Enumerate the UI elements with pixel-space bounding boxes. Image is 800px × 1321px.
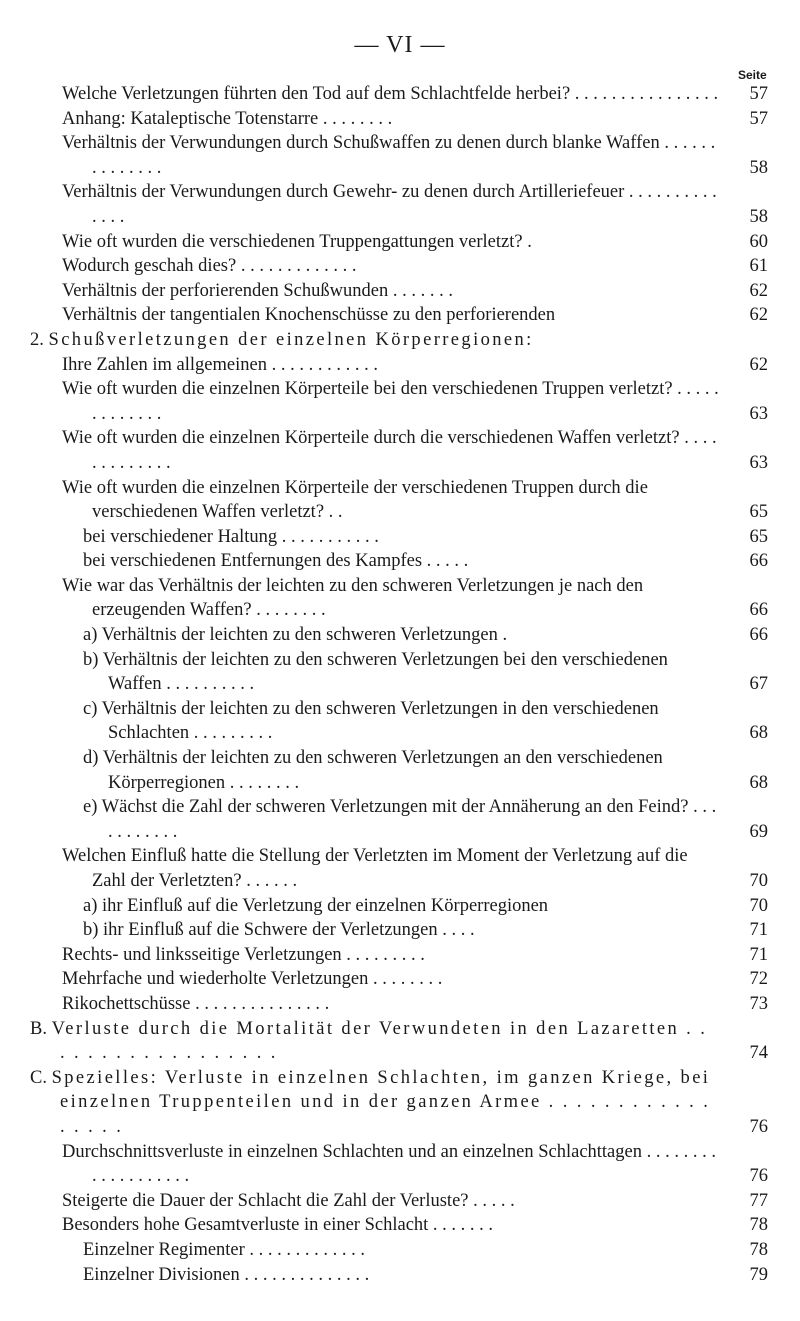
toc-entry-title — [83, 795, 720, 844]
toc-entry-text: Besonders hohe Gesamtverluste in einer Schlacht . . . . . . . — [62, 1215, 494, 1236]
toc-entry-title — [62, 377, 720, 426]
page-header: — VI — — [354, 32, 446, 58]
toc-entry-title — [30, 1066, 720, 1140]
toc-entry — [0, 1189, 800, 1214]
toc-entry-page-number: 67 — [749, 674, 768, 695]
toc-entry-text: Verhältnis der tangentialen Knochenschüsse zu den perforierenden — [62, 305, 556, 326]
toc-entry-page-number: 66 — [749, 551, 768, 572]
toc-entry-page-number: 70 — [749, 871, 768, 891]
toc-entry-title — [62, 82, 720, 107]
toc-entry — [0, 1213, 800, 1238]
toc-entry-text: Verluste durch die Mortalität der Verwundeten in den Lazaretten . . . . . . . . . . . . . . . . . . — [51, 1018, 708, 1064]
toc-entry-page-number: 71 — [749, 920, 768, 941]
toc-entry-page-number: 76 — [749, 1116, 768, 1137]
toc-entry-text: Schußverletzungen der einzelnen Körperregionen: — [48, 329, 534, 350]
toc-entry-title — [62, 180, 720, 229]
toc-entry-page-number: 78 — [749, 1239, 768, 1260]
toc-entry — [0, 992, 800, 1017]
toc-entry — [0, 574, 800, 623]
toc-entry-text: d) Verhältnis der leichten zu den schweren Verletzungen an den verschiedenen Körperregionen . . . . . . . . — [83, 748, 663, 793]
toc-entry — [0, 844, 800, 893]
toc-entry-text: Wie oft wurden die einzelnen Körperteile durch die verschiedenen Waffen verletzt? . . . . . . . . . . . . . — [62, 428, 717, 473]
toc-entry — [0, 476, 800, 525]
toc-entry-title — [62, 1213, 720, 1238]
toc-entry-page-number: 72 — [749, 969, 768, 990]
toc-entry — [0, 648, 800, 697]
toc-entry-title — [62, 254, 720, 279]
table-of-contents — [0, 82, 800, 1287]
toc-entry — [0, 254, 800, 279]
toc-entry-page-number: 60 — [749, 231, 768, 252]
toc-entry-text: Ihre Zahlen im allgemeinen . . . . . . . . . . . . — [62, 354, 378, 375]
toc-entry — [0, 180, 800, 229]
toc-entry-text: Anhang: Kataleptische Totenstarre . . . . . . . . — [62, 108, 393, 129]
toc-entry-page-number: 70 — [749, 895, 768, 916]
toc-entry-text: Wodurch geschah dies? . . . . . . . . . . . . . — [62, 256, 357, 277]
toc-entry — [0, 230, 800, 255]
toc-entry-text: a) ihr Einfluß auf die Verletzung der einzelnen Körperregionen — [83, 895, 549, 916]
toc-entry — [0, 82, 800, 107]
toc-entry-text: a) Verhältnis der leichten zu den schweren Verletzungen . — [83, 625, 508, 646]
toc-entry-number: B. — [30, 1018, 52, 1039]
toc-entry-text: bei verschiedenen Entfernungen des Kampfes . . . . . — [83, 551, 469, 572]
toc-entry-page-number: 57 — [749, 84, 768, 104]
toc-entry-page-number: 62 — [749, 354, 768, 375]
toc-entry — [0, 918, 800, 943]
toc-entry-number: 2. — [30, 329, 49, 350]
toc-entry-text: Wie oft wurden die einzelnen Körperteile bei den verschiedenen Truppen verletzt? . . . . . . . . . . . . . — [62, 379, 719, 424]
toc-entry-text: Verhältnis der Verwundungen durch Schußwaffen zu denen durch blanke Waffen . . . . . . . . . . . . . . — [62, 133, 716, 178]
toc-entry-page-number: 65 — [749, 526, 768, 547]
toc-entry-title — [30, 1017, 720, 1066]
toc-entry-page-number: 58 — [749, 206, 768, 227]
toc-entry-title — [62, 303, 720, 328]
toc-entry-text: Mehrfache und wiederholte Verletzungen . . . . . . . . — [62, 969, 443, 990]
toc-entry — [0, 795, 800, 844]
toc-entry-title — [62, 230, 720, 255]
toc-entry — [0, 328, 800, 353]
toc-entry — [0, 1140, 800, 1189]
toc-entry-text: bei verschiedener Haltung . . . . . . . . . . . — [83, 526, 379, 547]
toc-entry — [0, 303, 800, 328]
toc-entry-title — [62, 844, 720, 893]
toc-entry-text: Durchschnittsverluste in einzelnen Schlachten und an einzelnen Schlachttagen . . . . . . . . . . . . . . . . . . . — [62, 1141, 716, 1187]
toc-entry-title — [62, 574, 720, 623]
toc-entry-title — [62, 279, 720, 304]
toc-entry-title — [83, 525, 720, 550]
toc-entry-title — [62, 353, 720, 378]
toc-entry-title — [62, 943, 720, 968]
toc-entry-page-number: 73 — [749, 993, 768, 1014]
toc-entry — [0, 967, 800, 992]
toc-entry-title — [83, 648, 720, 697]
toc-entry-title — [83, 918, 720, 943]
toc-entry-page-number: 68 — [749, 723, 768, 744]
toc-entry-page-number: 77 — [749, 1190, 768, 1211]
toc-entry-title — [83, 894, 720, 919]
toc-entry-text: Verhältnis der Verwundungen durch Gewehr- zu denen durch Artilleriefeuer . . . . . . . . . . . . . . — [62, 182, 717, 227]
toc-entry — [0, 525, 800, 550]
toc-entry-text: Spezielles: Verluste in einzelnen Schlachten, im ganzen Kriege, bei einzelnen Truppenteilen und in der ganzen Armee . . . . . . . . . . . . . . . . . — [51, 1067, 711, 1137]
toc-entry-page-number: 68 — [749, 772, 768, 793]
toc-entry-title — [62, 1140, 720, 1189]
toc-entry-text: b) Verhältnis der leichten zu den schweren Verletzungen bei den verschiedenen Waffen . . . . . . . . . . — [83, 649, 668, 695]
toc-entry-text: b) ihr Einfluß auf die Schwere der Verletzungen . . . . — [83, 920, 475, 941]
toc-entry-page-number: 66 — [749, 600, 768, 621]
toc-entry-page-number: 66 — [749, 625, 768, 646]
toc-entry-page-number: 65 — [749, 502, 768, 523]
toc-entry — [0, 107, 800, 132]
toc-entry-text: c) Verhältnis der leichten zu den schweren Verletzungen in den verschiedenen Schlachten . . . . . . . . . — [83, 698, 659, 744]
toc-entry-title — [83, 1238, 720, 1263]
toc-entry-text: Rikochettschüsse . . . . . . . . . . . . . . . — [62, 993, 330, 1014]
toc-entry-page-number: 74 — [749, 1043, 768, 1064]
toc-entry-title — [83, 697, 720, 746]
toc-entry — [0, 1066, 800, 1140]
toc-entry-text: Wie oft wurden die einzelnen Körperteile der verschiedenen Truppen durch die verschiedenen Waffen verletzt? . . — [62, 477, 648, 523]
toc-entry-text: Steigerte die Dauer der Schlacht die Zahl der Verluste? . . . . . — [62, 1190, 515, 1211]
toc-entry-page-number: 63 — [749, 452, 768, 473]
toc-entry — [0, 279, 800, 304]
toc-entry-text: Einzelner Regimenter . . . . . . . . . . . . . — [83, 1239, 366, 1260]
toc-entry-page-number: 63 — [749, 403, 768, 424]
toc-entry-number: C. — [30, 1067, 52, 1088]
toc-entry — [0, 1017, 800, 1066]
toc-entry — [0, 426, 800, 475]
toc-entry-page-number: 79 — [749, 1264, 768, 1285]
toc-entry — [0, 549, 800, 574]
toc-entry — [0, 697, 800, 746]
toc-entry — [0, 623, 800, 648]
toc-entry-title — [62, 131, 720, 180]
toc-entry — [0, 1238, 800, 1263]
toc-entry-title — [83, 1263, 720, 1288]
toc-entry-title — [30, 328, 720, 353]
toc-entry-title — [83, 746, 720, 795]
toc-entry — [0, 131, 800, 180]
toc-entry-text: e) Wächst die Zahl der schweren Verletzungen mit der Annäherung an den Feind? . . . . . . . . . . . — [83, 797, 717, 842]
toc-entry-page-number: 71 — [749, 944, 768, 965]
toc-entry-text: Wie war das Verhältnis der leichten zu den schweren Verletzungen je nach den erzeugenden Waffen? . . . . . . . . — [62, 575, 644, 621]
toc-entry-title — [62, 967, 720, 992]
toc-entry — [0, 894, 800, 919]
toc-entry-text: Welche Verletzungen führten den Tod auf dem Schlachtfelde herbei? . . . . . . . . . . . . . . . . — [62, 84, 719, 104]
toc-entry-text: Rechts- und linksseitige Verletzungen . . . . . . . . . — [62, 944, 425, 965]
toc-entry-page-number: 62 — [749, 280, 768, 301]
toc-entry — [0, 943, 800, 968]
toc-entry-text: Verhältnis der perforierenden Schußwunden . . . . . . . — [62, 280, 453, 301]
toc-entry — [0, 1263, 800, 1288]
toc-entry-title — [62, 992, 720, 1017]
toc-entry-page-number: 62 — [749, 305, 768, 326]
toc-entry-title — [83, 623, 720, 648]
toc-entry-page-number: 69 — [749, 821, 768, 842]
page-column-label: Seite — [738, 68, 767, 82]
toc-entry-text: Wie oft wurden die verschiedenen Truppengattungen verletzt? . — [62, 231, 532, 252]
toc-entry — [0, 353, 800, 378]
toc-entry-title — [83, 549, 720, 574]
toc-entry-page-number: 61 — [749, 256, 768, 277]
toc-entry-title — [62, 107, 720, 132]
toc-entry-title — [62, 426, 720, 475]
toc-entry-text: Einzelner Divisionen . . . . . . . . . . . . . . — [83, 1264, 370, 1285]
toc-entry-page-number: 76 — [749, 1166, 768, 1187]
toc-entry-page-number: 57 — [749, 108, 768, 129]
toc-entry-text: Welchen Einfluß hatte die Stellung der Verletzten im Moment der Verletzung auf die Zahl der Verletzten? . . . . . . — [62, 846, 688, 891]
toc-entry-page-number: 58 — [749, 157, 768, 178]
toc-entry-title — [62, 1189, 720, 1214]
toc-entry — [0, 746, 800, 795]
toc-entry-title — [62, 476, 720, 525]
toc-entry-page-number: 78 — [749, 1215, 768, 1236]
toc-entry — [0, 377, 800, 426]
